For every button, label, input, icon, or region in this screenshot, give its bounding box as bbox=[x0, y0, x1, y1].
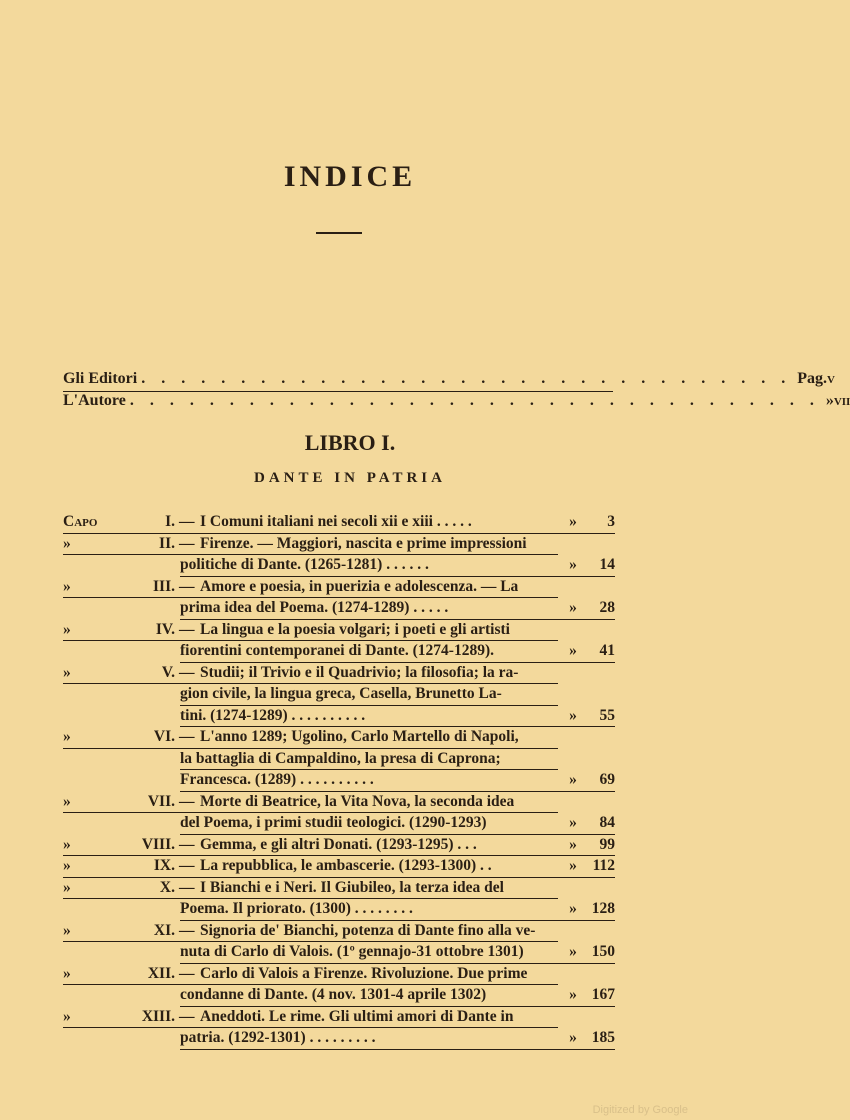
chapter-line bbox=[63, 556, 615, 578]
chapter-entry[interactable] bbox=[63, 728, 615, 793]
chapter-line bbox=[63, 943, 615, 965]
chapter-cap-label: » bbox=[63, 728, 71, 745]
page-number: 99 bbox=[599, 835, 615, 853]
chapter-text: fiorentini contemporanei di Dante. (1274-1289). bbox=[180, 642, 494, 659]
chapter-text: Morte di Beatrice, la Vita Nova, la seconda idea bbox=[200, 792, 515, 810]
underline-rule bbox=[180, 963, 615, 964]
chapter-entry[interactable] bbox=[63, 513, 615, 535]
chapter-text: prima idea del Poema. (1274-1289) . . . . . bbox=[180, 599, 449, 616]
chapter-number: II. bbox=[159, 534, 175, 552]
chapter-line: » X. — I Bianchi e i Neri. Il Giubileo, la terza idea del bbox=[63, 879, 615, 901]
underline-rule bbox=[180, 791, 615, 792]
chapter-line bbox=[63, 986, 615, 1008]
underline-rule bbox=[63, 597, 558, 598]
underline-rule bbox=[63, 812, 558, 813]
chapter-number: XIII. bbox=[141, 1007, 175, 1025]
page-number: vii bbox=[833, 392, 850, 409]
chapter-cap-label: » bbox=[63, 857, 71, 874]
chapter-line bbox=[63, 750, 615, 772]
underline-rule bbox=[63, 554, 558, 555]
chapter-line: » VI. — L'anno 1289; Ugolino, Carlo Martello di Napoli, bbox=[63, 728, 615, 750]
chapter-number: VIII. bbox=[141, 835, 175, 853]
chapter-cap-label: » bbox=[63, 964, 71, 982]
chapter-number: I. bbox=[165, 513, 175, 530]
page-number: 28 bbox=[599, 599, 615, 616]
page-mark: » bbox=[569, 599, 577, 616]
underline-rule bbox=[180, 705, 558, 706]
page-mark: » bbox=[569, 771, 577, 788]
page-mark: » bbox=[569, 1029, 577, 1046]
chapter-text: Signoria de' Bianchi, potenza di Dante fino alla ve- bbox=[200, 921, 536, 939]
chapter-cap-label: » bbox=[63, 921, 71, 939]
page-label: Pag. bbox=[797, 370, 828, 387]
chapter-line bbox=[63, 599, 615, 621]
underline-rule bbox=[63, 898, 558, 899]
page-number: 41 bbox=[599, 642, 615, 659]
chapter-line bbox=[63, 1029, 615, 1051]
chapter-text: I Bianchi e i Neri. Il Giubileo, la terza idea del bbox=[200, 878, 504, 896]
chapter-line: » XII. — Carlo di Valois a Firenze. Rivoluzione. Due prime bbox=[63, 965, 615, 987]
chapter-line: » II. — Firenze. — Maggiori, nascita e prime impressioni bbox=[63, 535, 615, 557]
chapter-number: VI. bbox=[153, 728, 175, 745]
page-number: 112 bbox=[592, 857, 615, 874]
underline-rule bbox=[180, 920, 615, 921]
page-mark: » bbox=[569, 642, 577, 659]
chapter-cap-label: » bbox=[63, 792, 71, 810]
chapter-entry[interactable] bbox=[63, 922, 615, 965]
underline-rule bbox=[63, 683, 558, 684]
chapter-text: Studii; il Trivio e il Quadrivio; la filosofia; la ra- bbox=[200, 663, 519, 681]
page-number: 69 bbox=[599, 771, 615, 788]
chapter-entry[interactable] bbox=[63, 879, 615, 922]
page-number: 84 bbox=[599, 814, 615, 831]
chapter-number: IX. bbox=[153, 857, 175, 874]
page-number: 14 bbox=[599, 556, 615, 573]
chapter-entry[interactable] bbox=[63, 965, 615, 1008]
page-number: 150 bbox=[591, 943, 615, 960]
chapter-entry[interactable] bbox=[63, 621, 615, 664]
chapter-text: Firenze. — Maggiori, nascita e prime impressioni bbox=[200, 534, 527, 552]
front-matter-row[interactable] bbox=[63, 370, 835, 392]
chapter-line bbox=[63, 814, 615, 836]
underline-rule bbox=[180, 662, 615, 663]
chapter-text: Francesca. (1289) . . . . . . . . . . bbox=[180, 771, 374, 788]
chapter-line: » III. — Amore e poesia, in puerizia e adolescenza. — La bbox=[63, 578, 615, 600]
chapter-text: Carlo di Valois a Firenze. Rivoluzione. Due prime bbox=[200, 964, 528, 982]
title-rule bbox=[316, 232, 362, 234]
page-mark: » bbox=[569, 943, 577, 960]
page-number: 185 bbox=[591, 1029, 615, 1046]
chapter-line bbox=[63, 900, 615, 922]
underline-rule bbox=[63, 1027, 558, 1028]
page-number: 3 bbox=[607, 513, 615, 530]
leader-dots: . . . . . . . . . . . . . . . . . . . . . . . . . . . . . . . . . bbox=[141, 370, 792, 387]
page-mark: » bbox=[569, 814, 577, 831]
front-matter bbox=[63, 370, 850, 413]
chapter-number: IV. bbox=[155, 620, 175, 638]
chapter-text: L'anno 1289; Ugolino, Carlo Martello di Napoli, bbox=[200, 728, 519, 745]
chapter-text: politiche di Dante. (1265-1281) . . . . . . bbox=[180, 556, 429, 573]
chapter-number: XI. bbox=[153, 921, 175, 939]
leader-dots: . . . . . . . . . . . . . . . . . . . . . . . . . . . . . . . . . . . bbox=[129, 392, 820, 409]
page-mark: » bbox=[569, 900, 577, 917]
chapter-text: La lingua e la poesia volgari; i poeti e gli artisti bbox=[200, 620, 510, 638]
chapter-text: del Poema, i primi studii teologici. (1290-1293) bbox=[180, 814, 487, 831]
chapter-line: » VII. — Morte di Beatrice, la Vita Nova, la seconda idea bbox=[63, 793, 615, 815]
page-mark: » bbox=[569, 556, 577, 573]
chapter-line: » XI. — Signoria de' Bianchi, potenza di Dante fino alla ve- bbox=[63, 922, 615, 944]
underline-rule bbox=[63, 533, 615, 534]
book-subtitle: DANTE IN PATRIA bbox=[254, 470, 446, 486]
chapter-entry[interactable] bbox=[63, 836, 615, 858]
chapter-text: La repubblica, le ambascerie. (1293-1300) . . bbox=[200, 857, 492, 874]
underline-rule bbox=[63, 855, 615, 856]
chapter-line: » IX. — La repubblica, le ambascerie. (1293-1300) . . » 112 bbox=[63, 857, 615, 879]
page-mark: » bbox=[569, 835, 577, 853]
page-label: » bbox=[825, 392, 834, 409]
chapter-cap-label: » bbox=[63, 1007, 71, 1025]
chapter-text: gion civile, la lingua greca, Casella, Brunetto La- bbox=[180, 685, 502, 702]
underline-rule bbox=[63, 748, 558, 749]
chapter-entry[interactable] bbox=[63, 578, 615, 621]
chapter-line bbox=[63, 685, 615, 707]
chapter-number: XII. bbox=[147, 964, 175, 982]
chapter-text: Gemma, e gli altri Donati. (1293-1295) . . . bbox=[200, 835, 477, 853]
chapter-text: I Comuni italiani nei secoli xii e xiii . . . . . bbox=[200, 513, 472, 530]
chapter-text: nuta di Carlo di Valois. (1º gennajo-31 ottobre 1301) bbox=[180, 943, 524, 960]
chapter-text: patria. (1292-1301) . . . . . . . . . bbox=[180, 1029, 376, 1046]
chapter-text: la battaglia di Campaldino, la presa di Caprona; bbox=[180, 749, 501, 767]
underline-rule bbox=[180, 576, 615, 577]
chapter-line: » XIII. — Aneddoti. Le rime. Gli ultimi amori di Dante in bbox=[63, 1008, 615, 1030]
front-matter-name: Gli Editori bbox=[63, 370, 138, 387]
chapter-cap-label: Capo bbox=[63, 513, 98, 530]
underline-rule bbox=[180, 769, 558, 770]
front-matter-row[interactable] bbox=[63, 392, 850, 413]
book-title: LIBRO I. bbox=[304, 430, 396, 455]
page-number: 167 bbox=[591, 986, 615, 1003]
chapter-text: condanne di Dante. (4 nov. 1301-4 aprile 1302) bbox=[180, 986, 487, 1003]
index-title: INDICE bbox=[283, 160, 417, 193]
page-mark: » bbox=[569, 706, 577, 724]
underline-rule bbox=[180, 1006, 615, 1007]
page-mark: » bbox=[569, 986, 577, 1003]
chapter-list bbox=[63, 513, 615, 1051]
chapter-text: Poema. Il priorato. (1300) . . . . . . . . bbox=[180, 900, 413, 917]
chapter-text: tini. (1274-1289) . . . . . . . . . . bbox=[180, 706, 366, 724]
chapter-line bbox=[63, 642, 615, 664]
front-matter-name: L'Autore bbox=[63, 392, 126, 409]
underline-rule bbox=[63, 941, 558, 942]
chapter-line: » VIII. — Gemma, e gli altri Donati. (1293-1295) . . . » 99 bbox=[63, 836, 615, 858]
page-mark: » bbox=[569, 513, 577, 530]
watermark: Digitized by Google bbox=[592, 1104, 688, 1116]
chapter-number: VII. bbox=[147, 792, 175, 810]
page-number: 128 bbox=[591, 900, 615, 917]
underline-rule bbox=[180, 1049, 615, 1050]
chapter-cap-label: » bbox=[63, 620, 71, 638]
chapter-line bbox=[63, 707, 615, 729]
underline-rule bbox=[180, 726, 615, 727]
underline-rule bbox=[63, 877, 615, 878]
underline-rule bbox=[63, 640, 558, 641]
chapter-entry[interactable] bbox=[63, 857, 615, 879]
chapter-entry[interactable] bbox=[63, 535, 615, 578]
page-number: v bbox=[827, 370, 835, 387]
underline-rule bbox=[63, 984, 558, 985]
chapter-cap-label: » bbox=[63, 534, 71, 552]
page-number: 55 bbox=[599, 706, 615, 724]
chapter-number: X. bbox=[159, 878, 175, 896]
chapter-cap-label: » bbox=[63, 835, 71, 853]
chapter-number: III. bbox=[153, 577, 175, 595]
chapter-text: Aneddoti. Le rime. Gli ultimi amori di Dante in bbox=[200, 1007, 514, 1025]
chapter-line: Capo I. — I Comuni italiani nei secoli xii e xiii . . . . . » 3 bbox=[63, 513, 615, 535]
chapter-cap-label: » bbox=[63, 878, 71, 896]
chapter-line: » IV. — La lingua e la poesia volgari; i poeti e gli artisti bbox=[63, 621, 615, 643]
chapter-entry[interactable] bbox=[63, 1008, 615, 1051]
chapter-cap-label: » bbox=[63, 577, 71, 595]
chapter-line: » V. — Studii; il Trivio e il Quadrivio; la filosofia; la ra- bbox=[63, 664, 615, 686]
underline-rule bbox=[180, 619, 615, 620]
underline-rule bbox=[180, 834, 615, 835]
chapter-entry[interactable] bbox=[63, 664, 615, 729]
chapter-line bbox=[63, 771, 615, 793]
chapter-entry[interactable] bbox=[63, 793, 615, 836]
chapter-cap-label: » bbox=[63, 663, 71, 681]
page-mark: » bbox=[569, 857, 577, 874]
chapter-number: V. bbox=[161, 663, 175, 681]
chapter-text: Amore e poesia, in puerizia e adolescenza. — La bbox=[200, 577, 519, 595]
